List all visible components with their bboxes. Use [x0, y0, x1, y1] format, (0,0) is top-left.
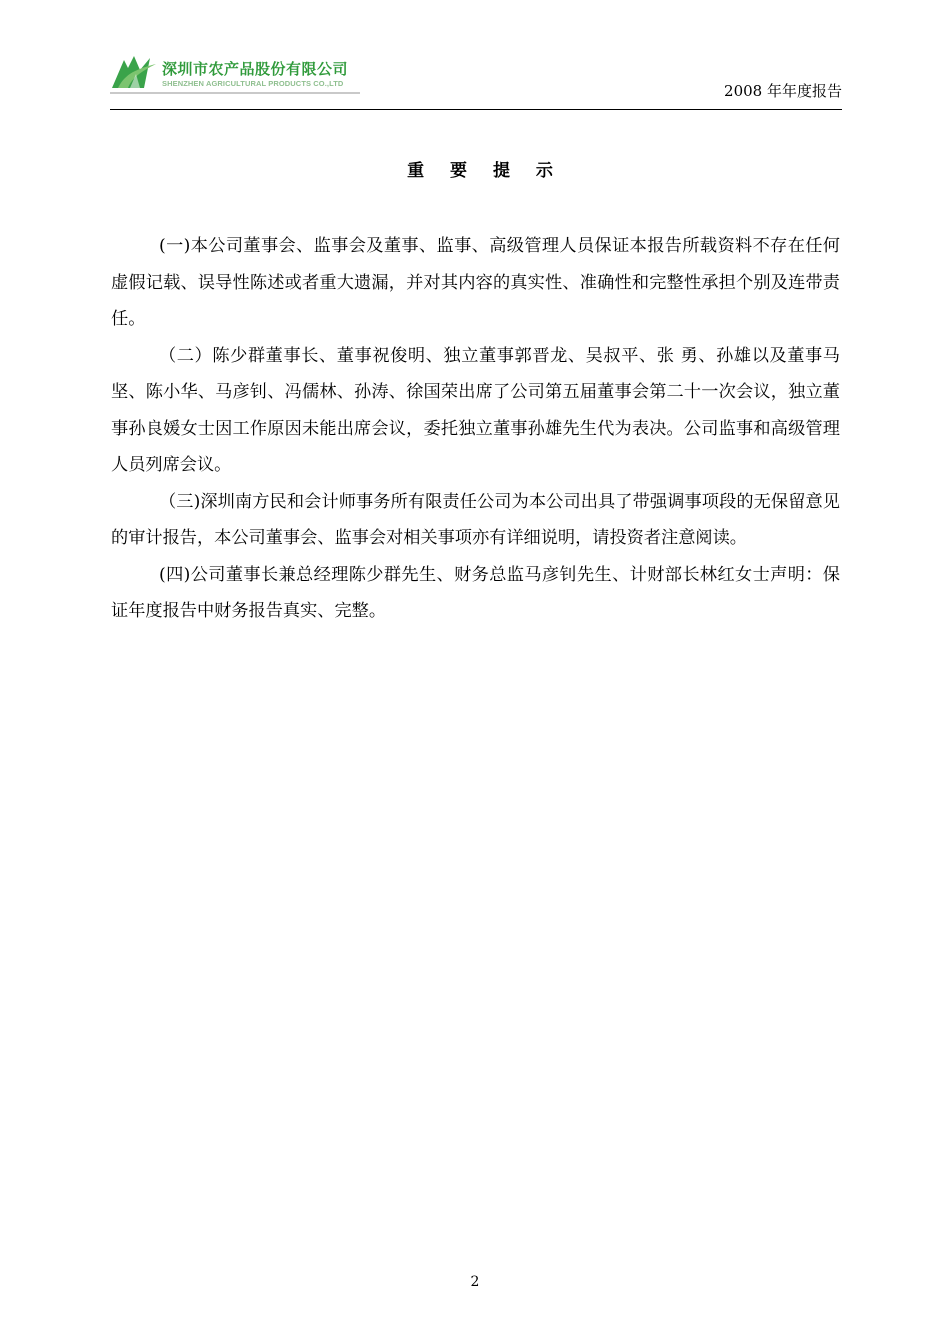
notice-paragraph-2: （二）陈少群董事长、董事祝俊明、独立董事郭晋龙、吴叔平、张 勇、孙雄以及董事马坚、陈小华、马彦钊、冯儒林、孙涛、徐国荣出席了公司第五届董事会第二十一次会议，独立董事孙良媛女士因工作原因未能出席会议，委托独立董事孙雄先生代为表决。公司监事和高级管理人员列席会议。	[111, 345, 840, 475]
page-number: 2	[470, 1274, 480, 1290]
notice-paragraph-4: (四)公司董事长兼总经理陈少群先生、财务总监马彦钊先生、计财部长林红女士声明：保证年度报告中财务报告真实、完整。	[111, 564, 840, 621]
page-title: 重 要 提 示	[407, 161, 563, 181]
company-name-cn: 深圳市农产品股份有限公司	[162, 60, 349, 78]
notice-paragraph-3: （三)深圳南方民和会计师事务所有限责任公司为本公司出具了带强调事项段的无保留意见的审计报告，本公司董事会、监事会对相关事项亦有详细说明，请投资者注意阅读。	[111, 491, 840, 548]
logo-divider	[110, 92, 360, 94]
report-label: 2008 年年度报告	[724, 82, 842, 100]
page-header	[110, 52, 842, 110]
company-logo-icon	[110, 54, 158, 90]
notice-body	[111, 228, 840, 630]
header-rule	[110, 109, 842, 110]
notice-paragraph-1: (一)本公司董事会、监事会及董事、监事、高级管理人员保证本报告所载资料不存在任何虚假记载、误导性陈述或者重大遗漏，并对其内容的真实性、准确性和完整性承担个别及连带责任。	[111, 236, 840, 329]
company-name-en: SHENZHEN AGRICULTURAL PRODUCTS CO.,LTD	[162, 79, 344, 88]
